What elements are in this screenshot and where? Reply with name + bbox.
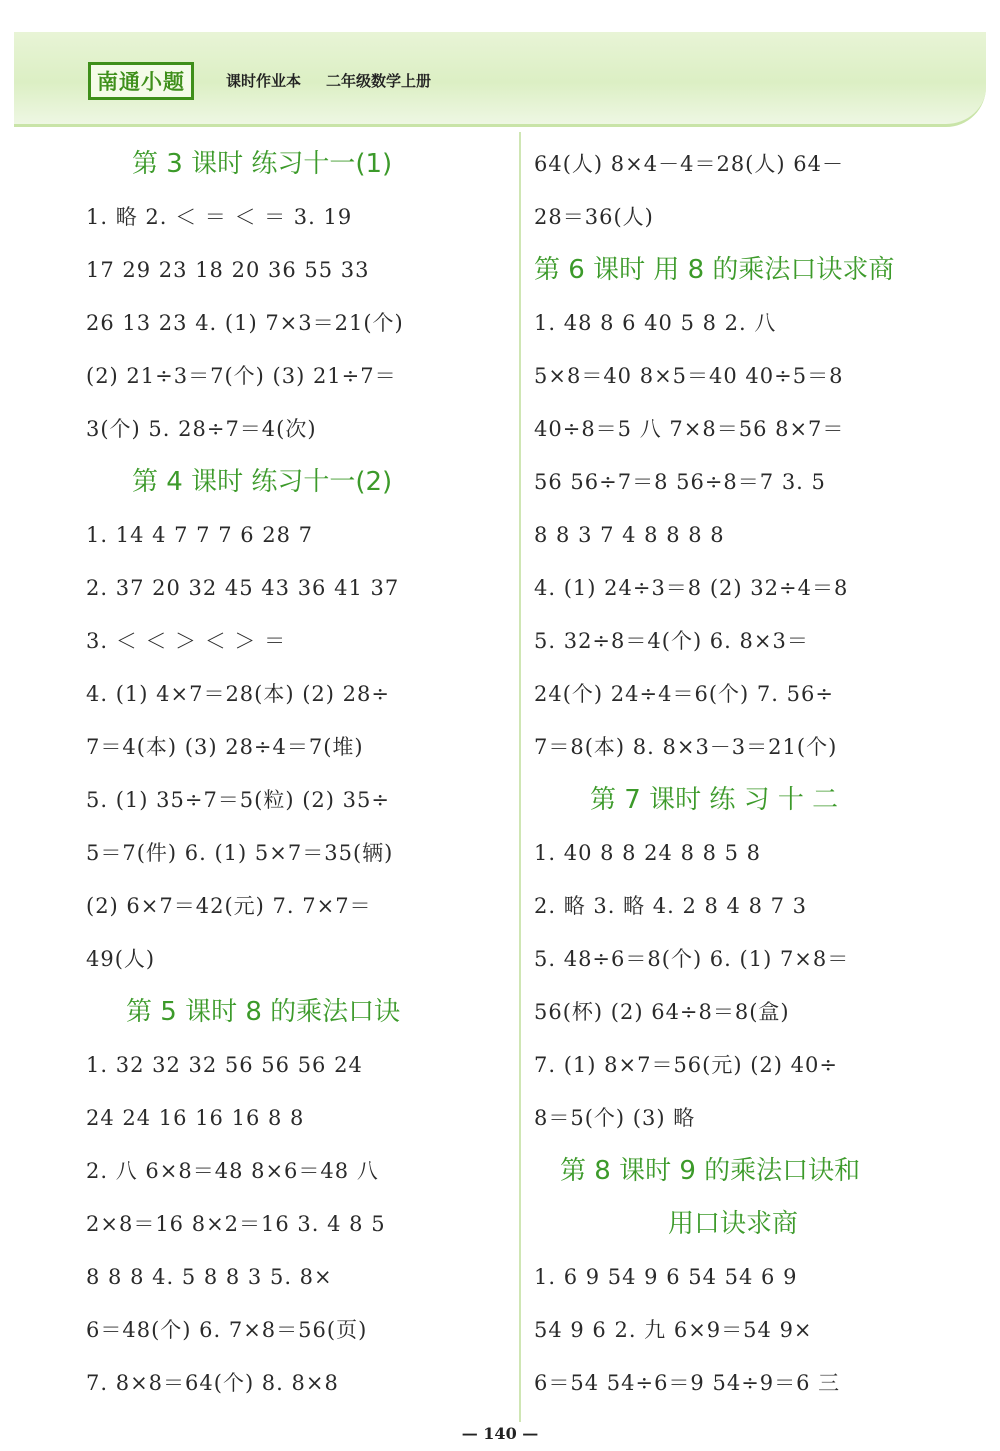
answer-line: 5. (1) 35÷7＝5(粒) (2) 35÷ <box>86 788 390 812</box>
answer-line: 5. 48÷6＝8(个) 6. (1) 7×8＝ <box>534 947 850 971</box>
book-title: 二年级数学上册 <box>326 72 432 90</box>
answer-line: 24 24 16 16 16 8 8 <box>86 1106 305 1130</box>
answer-line: 2. 37 20 32 45 43 36 41 37 <box>86 576 400 600</box>
answer-line: 2. 八 6×8＝48 8×6＝48 八 <box>86 1159 379 1183</box>
lesson-heading: 第 5 课时 8 的乘法口诀 <box>126 997 401 1027</box>
answer-line: (2) 6×7＝42(元) 7. 7×7＝ <box>86 894 372 918</box>
answer-line: 8 8 3 7 4 8 8 8 8 <box>534 523 725 547</box>
answer-line: 8＝5(个) (3) 略 <box>534 1106 696 1130</box>
answer-line: 7＝4(本) (3) 28÷4＝7(堆) <box>86 735 364 759</box>
answer-line: 7＝8(本) 8. 8×3－3＝21(个) <box>534 735 838 759</box>
series-title: 课时作业本 <box>226 72 302 90</box>
answer-line: 26 13 23 4. (1) 7×3＝21(个) <box>86 311 404 335</box>
answer-line: 4. (1) 4×7＝28(本) (2) 28÷ <box>86 682 390 706</box>
page-number-text: 140 <box>483 1424 517 1443</box>
left-column <box>86 138 510 1410</box>
answer-line: 2. 略 3. 略 4. 2 8 4 8 7 3 <box>534 894 808 918</box>
answer-line: 54 9 6 2. 九 6×9＝54 9× <box>534 1318 813 1342</box>
answer-line: 40÷8＝5 八 7×8＝56 8×7＝ <box>534 417 845 441</box>
answer-line: 5×8＝40 8×5＝40 40÷5＝8 <box>534 364 844 388</box>
lesson-heading: 第 6 课时 用 8 的乘法口诀求商 <box>534 255 895 285</box>
lesson-heading: 第 3 课时 练习十一(1) <box>132 149 393 179</box>
footer-dash: — <box>516 1424 539 1443</box>
lesson-heading: 第 8 课时 9 的乘法口诀和 <box>560 1156 861 1186</box>
answer-line: (2) 21÷3＝7(个) (3) 21÷7＝ <box>86 364 397 388</box>
lesson-heading: 用口诀求商 <box>668 1209 799 1239</box>
lesson-heading: 第 4 课时 练习十一(2) <box>132 467 393 497</box>
answer-line: 24(个) 24÷4＝6(个) 7. 56÷ <box>534 682 834 706</box>
answer-line: 6＝48(个) 6. 7×8＝56(页) <box>86 1318 368 1342</box>
answer-line: 2×8＝16 8×2＝16 3. 4 8 5 <box>86 1212 386 1236</box>
answer-line: 28＝36(人) <box>534 205 654 229</box>
answer-line: 1. 48 8 6 40 5 8 2. 八 <box>534 311 777 335</box>
answer-line: 8 8 8 4. 5 8 8 3 5. 8× <box>86 1265 333 1289</box>
answer-line: 56 56÷7＝8 56÷8＝7 3. 5 <box>534 470 826 494</box>
answer-line: 3(个) 5. 28÷7＝4(次) <box>86 417 317 441</box>
answer-line: 1. 略 2. ＜ ＝ ＜ ＝ 3. 19 <box>86 205 353 229</box>
answer-line: 56(杯) (2) 64÷8＝8(盒) <box>534 1000 790 1024</box>
answer-line: 1. 6 9 54 9 6 54 54 6 9 <box>534 1265 798 1289</box>
brand-logo: 南通小题 <box>88 62 194 100</box>
answer-line: 1. 40 8 8 24 8 8 5 8 <box>534 841 762 865</box>
answer-line: 4. (1) 24÷3＝8 (2) 32÷4＝8 <box>534 576 849 600</box>
answer-line: 17 29 23 18 20 36 55 33 <box>86 258 370 282</box>
answer-line: 64(人) 8×4－4＝28(人) 64－ <box>534 152 844 176</box>
answer-line: 3. ＜ ＜ ＞ ＜ ＞ ＝ <box>86 629 287 653</box>
answer-line: 49(人) <box>86 947 156 971</box>
answer-line: 1. 14 4 7 7 7 6 28 7 <box>86 523 314 547</box>
answer-line: 1. 32 32 32 56 56 56 24 <box>86 1053 363 1077</box>
footer-dash: — <box>461 1424 484 1443</box>
answer-line: 7. (1) 8×7＝56(元) (2) 40÷ <box>534 1053 838 1077</box>
page-number <box>0 1424 1000 1443</box>
answer-line: 5. 32÷8＝4(个) 6. 8×3＝ <box>534 629 809 653</box>
lesson-heading: 第 7 课时 练 习 十 二 <box>590 785 839 815</box>
answer-line: 6＝54 54÷6＝9 54÷9＝6 三 <box>534 1371 841 1395</box>
answer-line: 5＝7(件) 6. (1) 5×7＝35(辆) <box>86 841 394 865</box>
column-divider <box>519 132 521 1422</box>
right-column <box>534 138 974 1410</box>
answer-line: 7. 8×8＝64(个) 8. 8×8 <box>86 1371 339 1395</box>
